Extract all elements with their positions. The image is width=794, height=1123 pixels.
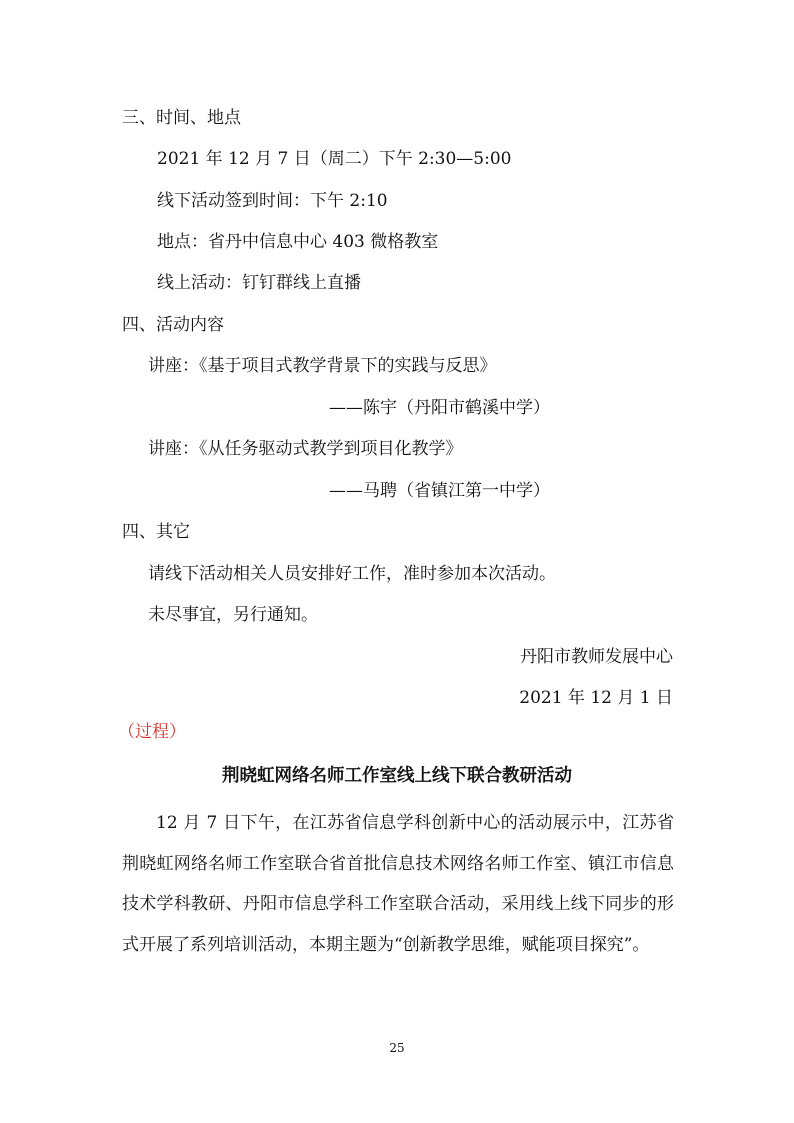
- report-body: 12 月 7 日下午，在江苏省信息学科创新中心的活动展示中，江苏省荆晓虹网络名师工作室联合省首批信息技术网络名师工作室、镇江市信息技术学科教研、丹阳市信息学科工作室联合活动，采用线上线下同步的形式开展了系列培训活动，本期主题为“创新教学思维，赋能项目探究”。: [122, 813, 674, 955]
- report-title: 荆晓虹网络名师工作室线上线下联合教研活动: [222, 766, 572, 786]
- section-heading-other: 四、其它: [122, 522, 190, 542]
- section-heading-content: 四、活动内容: [122, 315, 224, 335]
- other-line-1: 请线下活动相关人员安排好工作，准时参加本次活动。: [148, 564, 556, 584]
- event-location: 地点：省丹中信息中心 403 微格教室: [157, 232, 439, 252]
- online-activity: 线上活动：钉钉群线上直播: [157, 273, 361, 293]
- event-time: 2021 年 12 月 7 日（周二）下午 2:30—5:00: [157, 149, 512, 169]
- signature-org: 丹阳市教师发展中心: [520, 647, 673, 667]
- lecture-1-title: 讲座：《基于项目式教学背景下的实践与反思》: [148, 356, 497, 376]
- lecture-2-title: 讲座：《从任务驱动式教学到项目化教学》: [148, 439, 463, 459]
- lecture-1-speaker: ——陈宇（丹阳市鹤溪中学）: [329, 398, 550, 418]
- process-label: （过程）: [118, 722, 186, 742]
- lecture-2-speaker: ——马聘（省镇江第一中学）: [329, 481, 550, 501]
- section-heading-time-place: 三、时间、地点: [122, 108, 241, 128]
- page-number: 25: [389, 1041, 405, 1055]
- signature-date: 2021 年 12 月 1 日: [519, 688, 673, 708]
- checkin-time: 线下活动签到时间：下午 2:10: [157, 191, 388, 211]
- other-line-2: 未尽事宜，另行通知。: [148, 605, 318, 625]
